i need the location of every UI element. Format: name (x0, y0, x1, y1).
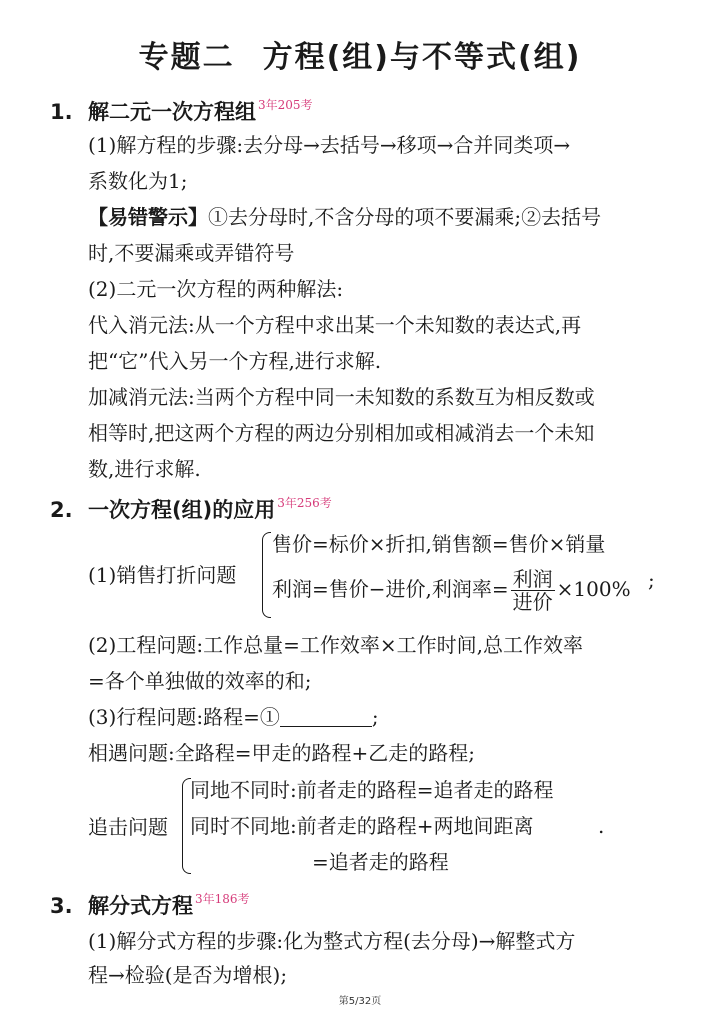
warning-text: ①去分母时,不含分母的项不要漏乘;②去括号 (208, 205, 602, 229)
section-title: 解二元一次方程组 (88, 100, 256, 124)
formula-line (272, 568, 631, 613)
travel-line (88, 705, 379, 729)
answer-blank[interactable] (280, 706, 372, 727)
page-footer: 第5/32页 (338, 996, 382, 1007)
text-line: 相等时,把这两个方程的两边分别相加或相减消去一个未知 (88, 421, 595, 445)
travel-text: ; (371, 705, 379, 729)
sale-label: (1)销售打折问题 (88, 563, 237, 587)
text-line: (1)解方程的步骤:去分母→去括号→移项→合并同类项→ (88, 133, 571, 157)
exam-tag: 3年205考 (258, 98, 313, 112)
text-line: (2)二元一次方程的两种解法: (88, 277, 344, 301)
formula-line: 同地不同时:前者走的路程=追者走的路程 (190, 778, 554, 802)
formula-line: 同时不同地:前者走的路程+两地间距离 (190, 814, 534, 838)
title-part2: 方程(组)与不等式(组) (262, 40, 582, 75)
formula-line: 售价=标价×折扣,销售额=售价×销量 (272, 532, 606, 556)
left-brace (262, 532, 271, 618)
chase-label: 追击问题 (88, 815, 168, 839)
text-line: 时,不要漏乘或弄错符号 (88, 241, 295, 265)
text-line: 相遇问题:全路程=甲走的路程+乙走的路程; (88, 741, 475, 765)
section-title: 一次方程(组)的应用 (88, 498, 276, 522)
section-title: 解分式方程 (88, 894, 193, 918)
exam-tag: 3年256考 (277, 496, 332, 510)
text-line: 加减消元法:当两个方程中同一未知数的系数互为相反数或 (88, 385, 595, 409)
section-1-heading (50, 96, 313, 126)
exam-tag: 3年186考 (195, 892, 250, 906)
section-2-heading (50, 494, 332, 524)
text-line: 把“它”代入另一个方程,进行求解. (88, 349, 382, 373)
text-line: 数,进行求解. (88, 457, 201, 481)
text-line: 代入消元法:从一个方程中求出某一个未知数的表达式,再 (88, 313, 582, 337)
text-line: (2)工程问题:工作总量=工作效率×工作时间,总工作效率 (88, 633, 583, 657)
section-number: 1. (50, 100, 73, 124)
travel-text: (3)行程问题:路程=① (88, 705, 280, 729)
text-line: 系数化为1; (88, 169, 188, 193)
text-line: =各个单独做的效率的和; (88, 669, 312, 693)
warning-line (88, 205, 601, 229)
formula-line: =追者走的路程 (312, 850, 449, 874)
period: . (598, 814, 605, 838)
fraction-numerator: 利润 (512, 567, 553, 591)
section-3-heading (50, 890, 250, 920)
text-line: (1)解分式方程的步骤:化为整式方程(去分母)→解整式方 (88, 929, 576, 953)
formula-text: ×100% (556, 577, 631, 601)
text-line: 程→检验(是否为增根); (88, 963, 288, 987)
fraction (511, 568, 555, 613)
fraction-denominator: 进价 (512, 590, 553, 614)
section-number: 3. (50, 894, 73, 918)
semicolon: ; (648, 568, 655, 592)
section-number: 2. (50, 498, 73, 522)
page-title (0, 32, 720, 76)
warning-label: 【易错警示】 (88, 205, 208, 229)
formula-text: 利润=售价−进价,利润率= (272, 577, 509, 601)
title-part1: 专题二 (138, 40, 235, 75)
